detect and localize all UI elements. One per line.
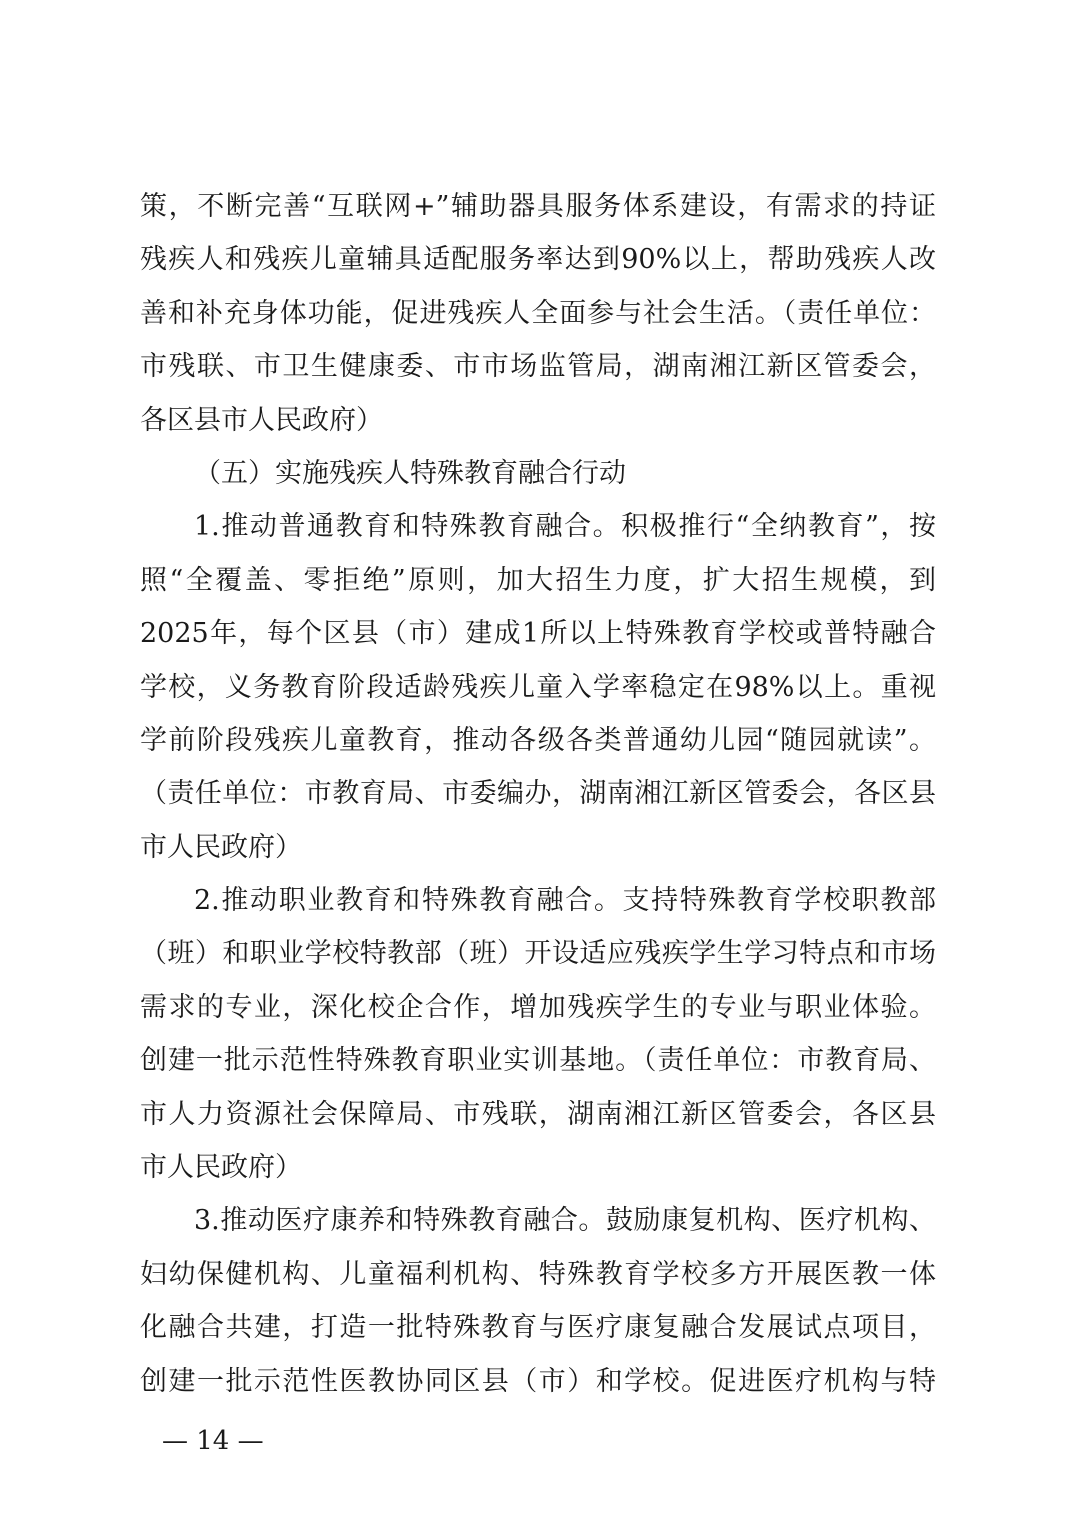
paragraph-line: 学前阶段残疾儿童教育，推动各级各类普通幼儿园“随园就读”。 [140,724,936,756]
paragraph-line: 妇幼保健机构、儿童福利机构、特殊教育学校多方开展医教一体 [140,1258,936,1290]
paragraph-line: 3.推动医疗康养和特殊教育融合。鼓励康复机构、医疗机构、 [194,1205,936,1237]
paragraph-line: 市人民政府） [140,1152,302,1184]
paragraph-line: 善和补充身体功能，促进残疾人全面参与社会生活。（责任单位： [140,297,936,329]
page-number: — 14 — [162,1426,264,1456]
paragraph-line: 照“全覆盖、零拒绝”原则，加大招生力度，扩大招生规模，到 [140,564,936,596]
paragraph-line: 策，不断完善“互联网+”辅助器具服务体系建设，有需求的持证 [140,191,936,222]
paragraph-line: 创建一批示范性特殊教育职业实训基地。（责任单位：市教育局、 [140,1045,936,1077]
paragraph-line: （班）和职业学校特教部（班）开设适应残疾学生学习特点和市场 [140,938,936,970]
paragraph-line: （责任单位：市教育局、市委编办，湖南湘江新区管委会，各区县 [140,778,936,810]
paragraph-line: 需求的专业，深化校企合作，增加残疾学生的专业与职业体验。 [140,991,936,1023]
paragraph-line: 1.推动普通教育和特殊教育融合。积极推行“全纳教育”，按 [194,511,936,543]
document-body [140,180,936,1408]
paragraph-line: 2025年，每个区县（市）建成1所以上特殊教育学校或普特融合 [140,618,936,650]
paragraph-line: 各区县市人民政府） [140,404,383,436]
paragraph-line: 市残联、市卫生健康委、市市场监管局，湖南湘江新区管委会， [140,351,936,383]
paragraph-line: 残疾人和残疾儿童辅具适配服务率达到90%以上，帮助残疾人改 [140,244,936,276]
paragraph-line: 2.推动职业教育和特殊教育融合。支持特殊教育学校职教部 [194,885,936,917]
paragraph-line: 市人民政府） [140,831,302,863]
paragraph-line: 学校，义务教育阶段适龄残疾儿童入学率稳定在98%以上。重视 [140,671,936,703]
section-heading: （五）实施残疾人特殊教育融合行动 [194,457,626,489]
paragraph-line: 创建一批示范性医教协同区县（市）和学校。促进医疗机构与特 [140,1365,936,1397]
paragraph-line: 市人力资源社会保障局、市残联，湖南湘江新区管委会，各区县 [140,1098,936,1130]
paragraph-line: 化融合共建，打造一批特殊教育与医疗康复融合发展试点项目， [140,1312,936,1344]
